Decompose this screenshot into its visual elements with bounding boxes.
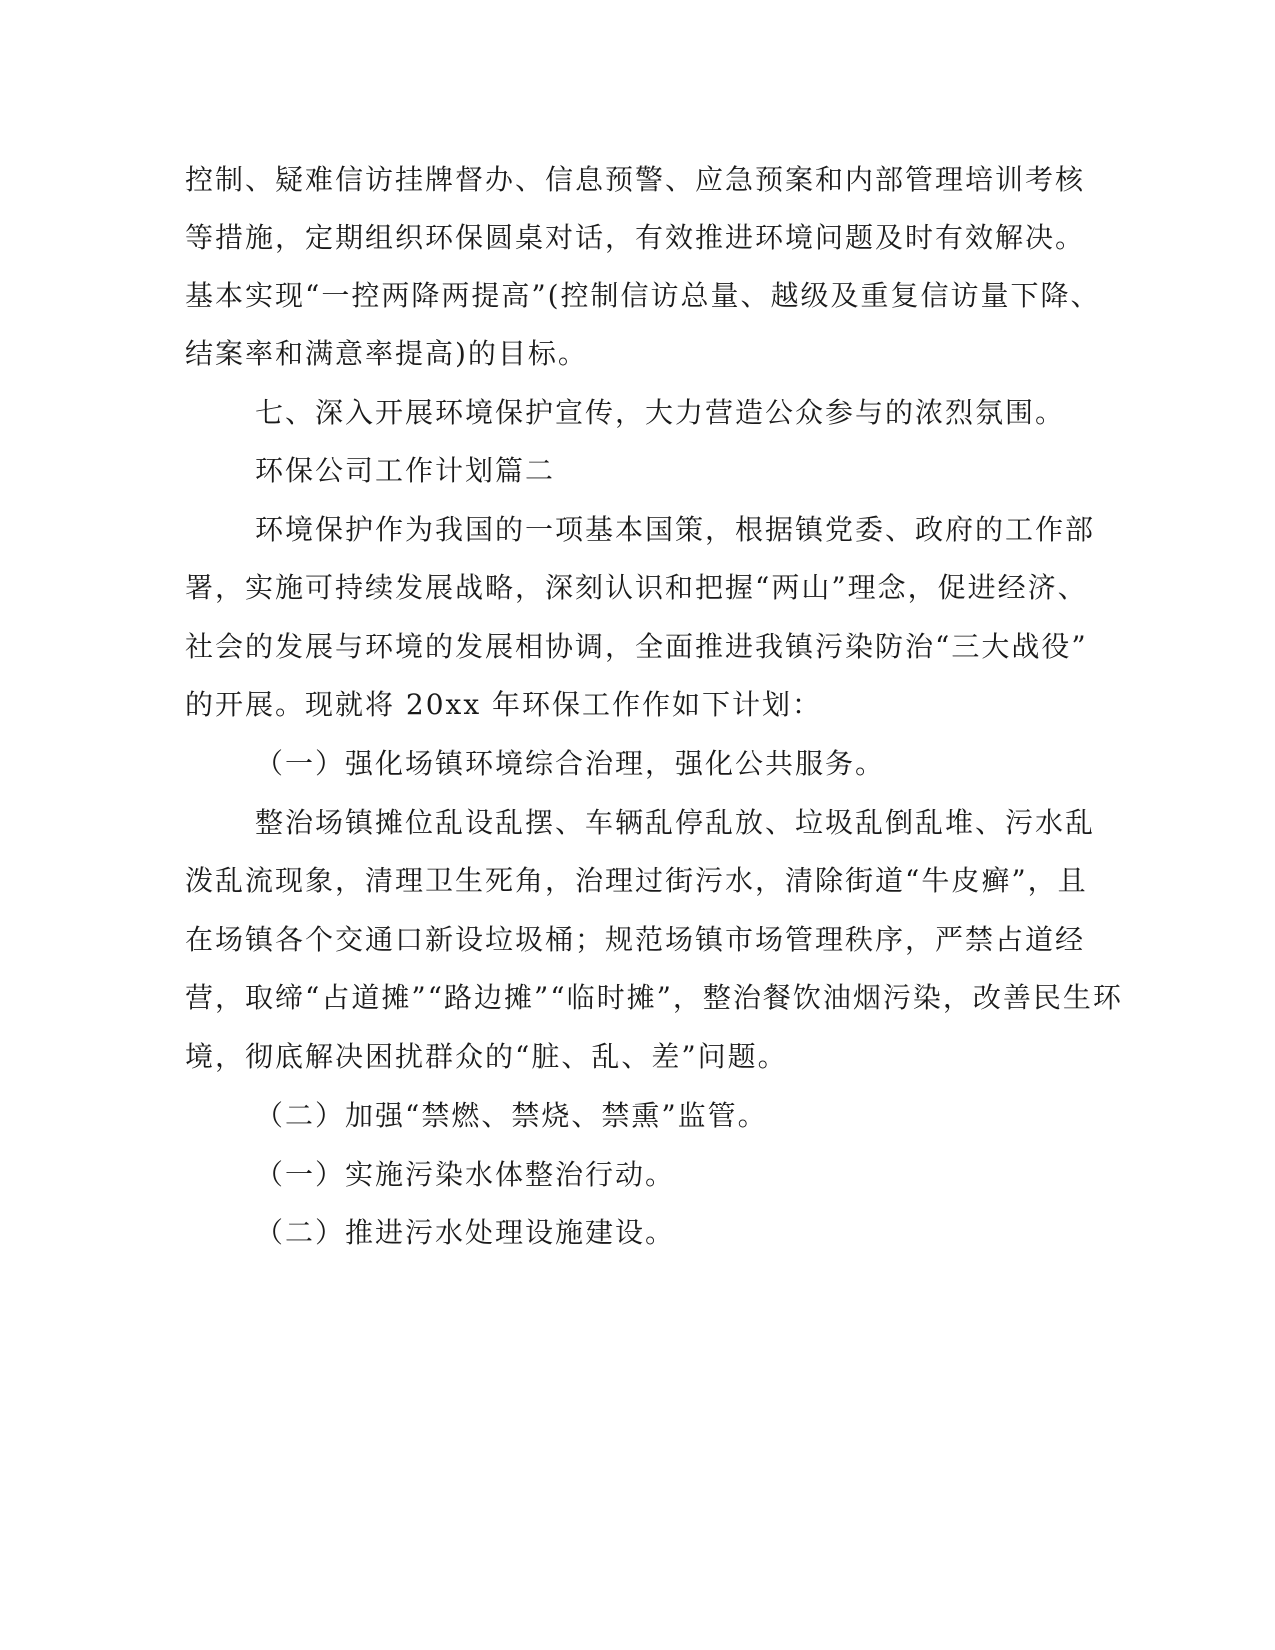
section-heading: （二）推进污水处理设施建设。 bbox=[255, 1216, 676, 1249]
body-text-line: 社会的发展与环境的发展相协调，全面推进我镇污染防治“三大战役” bbox=[185, 630, 1088, 663]
section-heading: （一）实施污染水体整治行动。 bbox=[255, 1158, 676, 1191]
body-text-line: 泼乱流现象，清理卫生死角，治理过街污水，清除街道“牛皮癣”，且 bbox=[185, 864, 1088, 897]
article-title: 环保公司工作计划篇二 bbox=[255, 454, 556, 487]
body-text-line: 整治场镇摊位乱设乱摆、车辆乱停乱放、垃圾乱倒乱堆、污水乱 bbox=[255, 806, 1096, 839]
section-heading: 七、深入开展环境保护宣传，大力营造公众参与的浓烈氛围。 bbox=[255, 396, 1066, 429]
section-heading: （二）加强“禁燃、禁烧、禁熏”监管。 bbox=[255, 1099, 768, 1132]
body-text-line: 境，彻底解决困扰群众的“脏、乱、差”问题。 bbox=[185, 1040, 788, 1073]
body-text-line: 等措施，定期组织环保圆桌对话，有效推进环境问题及时有效解决。 bbox=[185, 221, 1086, 254]
body-text-line: 署，实施可持续发展战略，深刻认识和把握“两山”理念，促进经济、 bbox=[185, 571, 1088, 604]
body-text-line: 结案率和满意率提高)的目标。 bbox=[185, 337, 588, 370]
body-text-line: 的开展。现就将 20xx 年环保工作作如下计划： bbox=[185, 688, 823, 721]
body-text-line: 环境保护作为我国的一项基本国策，根据镇党委、政府的工作部 bbox=[255, 513, 1096, 546]
body-text-line: 基本实现“一控两降两提高”(控制信访总量、越级及重复信访量下降、 bbox=[185, 279, 1101, 312]
body-text-line: 控制、疑难信访挂牌督办、信息预警、应急预案和内部管理培训考核 bbox=[185, 163, 1086, 196]
body-text-line: 在场镇各个交通口新设垃圾桶；规范场镇市场管理秩序，严禁占道经 bbox=[185, 923, 1086, 956]
body-text-line: 营，取缔“占道摊”“路边摊”“临时摊”，整治餐饮油烟污染，改善民生环 bbox=[185, 981, 1123, 1014]
section-heading: （一）强化场镇环境综合治理，强化公共服务。 bbox=[255, 747, 886, 780]
